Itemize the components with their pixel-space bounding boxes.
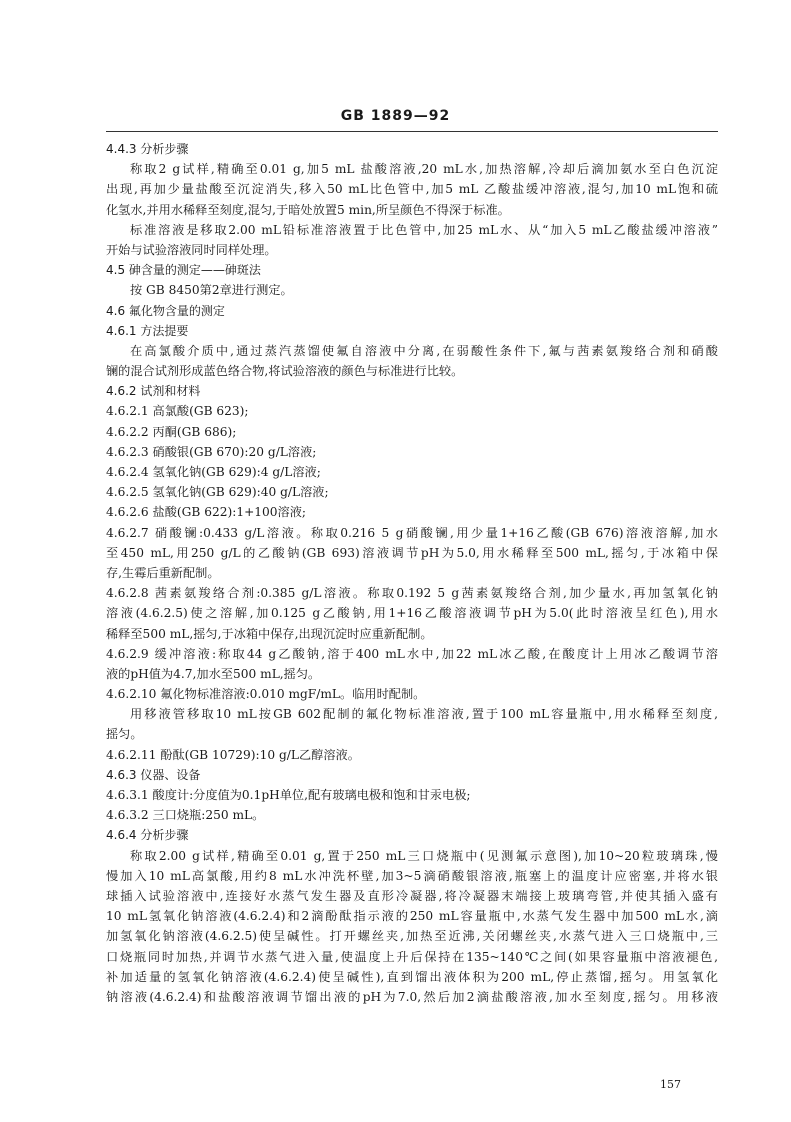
text-line: 加氢氧化钠溶液(4.6.2.5)使呈碱性。打开螺丝夹,加热至近沸,关闭螺丝夹,水蒸气进入三口烧瓶中,三 [106,929,718,944]
text-line: 4.6.2.10 氟化物标准溶液:0.010 mgF/mL。临用时配制。 [106,687,426,702]
text-line: 4.6.3.1 酸度计:分度值为0.1pH单位,配有玻璃电极和饱和甘汞电极; [106,788,471,802]
section-heading: 4.6 氟化物含量的测定 [106,303,225,318]
text-line: 球插入试验溶液中,连接好水蒸气发生器及直形冷凝器,将冷凝器末端接上玻璃弯管,并使其插入盛有 [106,888,718,903]
section-heading: 4.6.1 方法提要 [106,323,189,338]
text-line: 4.6.2.6 盐酸(GB 622):1+100溶液; [106,505,307,520]
text-line: 4.6.2.9 缓冲溶液:称取44 g乙酸钠,溶于400 mL水中,加22 mL冰乙酸,在酸度计上用冰乙酸调节溶 [106,646,718,661]
text-line: 4.6.2.8 茜素氨羧络合剂:0.385 g/L溶液。称取0.192 5 g茜素氨羧络合剂,加少量水,再加氢氧化钠 [106,586,718,601]
text-line: 4.6.2.11 酚酞(GB 10729):10 g/L乙醇溶液。 [106,747,360,762]
text-line: 4.6.2.7 硝酸镧:0.433 g/L溶液。称取0.216 5 g硝酸镧,用少量1+16乙酸(GB 676)溶液溶解,加水 [106,525,718,540]
text-line: 在高氯酸介质中,通过蒸汽蒸馏使氟自溶液中分离,在弱酸性条件下,氟与茜素氨羧络合剂和硝酸 [130,343,718,358]
text-line: 摇匀。 [106,727,143,742]
text-line: 稀释至500 mL,摇匀,于冰箱中保存,出现沉淀时应重新配制。 [106,626,433,641]
text-line: 4.6.2.5 氢氧化钠(GB 629):40 g/L溶液; [106,485,329,500]
text-line: 补加适量的氢氧化钠溶液(4.6.2.4)使呈碱性),直到馏出液体积为200 mL,停止蒸馏,摇匀。用氢氧化 [106,969,718,984]
text-line: 存,生霉后重新配制。 [106,565,220,580]
text-line: 4.6.2.3 硝酸银(GB 670):20 g/L溶液; [106,444,317,459]
text-line: 镧的混合试剂形成蓝色络合物,将试验溶液的颜色与标准进行比较。 [106,364,464,379]
text-line: 称取2 g试样,精确至0.01 g,加5 mL 盐酸溶液,20 mL水,加热溶解,冷却后滴加氨水至白色沉淀 [130,162,718,177]
text-line: 钠溶液(4.6.2.4)和盐酸溶液调节馏出液的pH为7.0,然后加2滴盐酸溶液,加水至刻度,摇匀。用移液 [106,989,718,1004]
standard-code-header: GB 1889—92 [340,108,451,124]
page-number: 157 [660,1078,681,1091]
section-heading: 4.6.2 试剂和材料 [106,384,201,399]
text-line: 开始与试验溶液同时同样处理。 [106,242,277,257]
text-line: 4.6.3.2 三口烧瓶:250 mL。 [106,808,265,823]
text-line: 按 GB 8450第2章进行测定。 [130,283,293,298]
text-line: 口烧瓶同时加热,并调节水蒸气进入量,使温度上升后保持在135~140℃之间(如果容量瓶中溶液褪色, [106,949,718,964]
text-line: 用移液管移取10 mL按GB 602配制的氟化物标准溶液,置于100 mL容量瓶中,用水稀释至刻度, [130,707,718,722]
section-heading: 4.6.4 分析步骤 [106,828,189,843]
text-line: 4.6.2.1 高氯酸(GB 623); [106,404,249,419]
text-line: 称取2.00 g试样,精确至0.01 g,置于250 mL三口烧瓶中(见测氟示意图),加10~20粒玻璃珠,慢 [130,848,718,863]
text-line: 4.6.2.4 氢氧化钠(GB 629):4 g/L溶液; [106,465,321,479]
text-line: 溶液(4.6.2.5)使之溶解,加0.125 g乙酸钠,用1+16乙酸溶液调节pH为5.0(此时溶液呈红色),用水 [106,606,718,621]
text-line: 4.6.2.2 丙酮(GB 686); [106,424,237,439]
text-line: 出现,再加少量盐酸至沉淀消失,移入50 mL比色管中,加5 mL 乙酸盐缓冲溶液,混匀,加10 mL饱和硫 [106,182,718,197]
text-line: 液的pH值为4.7,加水至500 mL,摇匀。 [106,666,321,681]
text-line: 标准溶液是移取2.00 mL铅标准溶液置于比色管中,加25 mL水、从“加入5 mL乙酸盐缓冲溶液” [130,222,718,237]
text-line: 至450 mL,用250 g/L的乙酸钠(GB 693)溶液调节pH为5.0,用水稀释至500 mL,摇匀,于冰箱中保 [106,545,718,560]
section-heading: 4.6.3 仪器、设备 [106,767,201,782]
section-heading: 4.4.3 分析步骤 [106,142,189,156]
text-line: 化氢水,并用水稀释至刻度,混匀,于暗处放置5 min,所呈颜色不得深于标准。 [106,202,510,217]
text-line: 慢加入10 mL高氯酸,用约8 mL水冲洗杯壁,加3~5滴硝酸银溶液,瓶塞上的温度计应密塞,并将水银 [106,868,718,883]
header-rule [106,131,718,132]
body-text [106,139,718,1007]
text-line: 10 mL氢氧化钠溶液(4.6.2.4)和2滴酚酞指示液的250 mL容量瓶中,水蒸气发生器中加500 mL水,滴 [106,909,718,924]
section-heading: 4.5 砷含量的测定——砷斑法 [106,263,261,278]
